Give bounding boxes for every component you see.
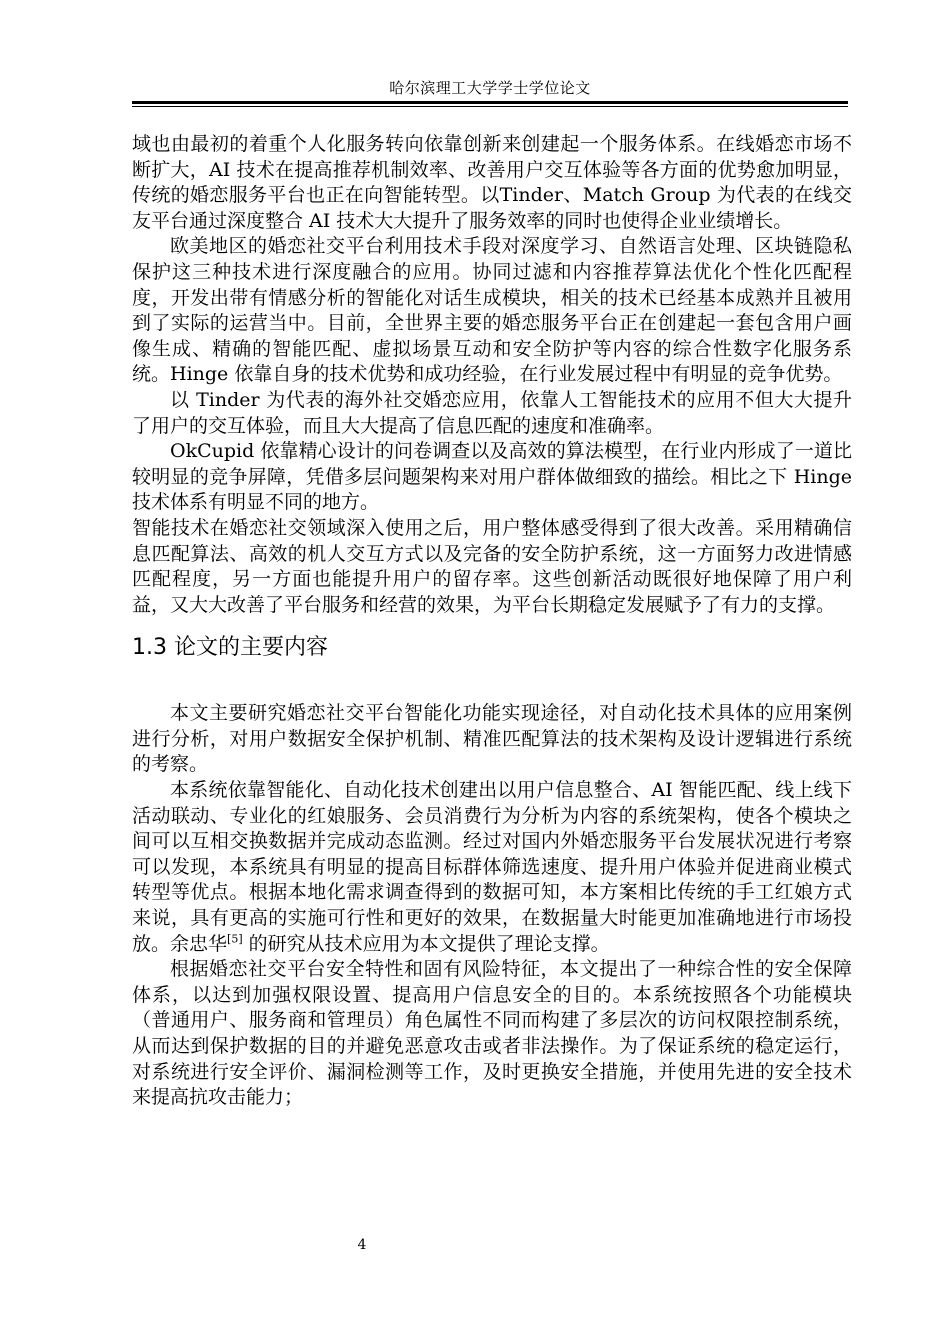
paragraph-system-architecture [132, 778, 852, 957]
header-rule-thin [132, 106, 848, 107]
paragraph-intelligent-tech: 智能技术在婚恋社交领域深入使用之后，用户整体感受得到了很大改善。采用精确信息匹配算法、高效的机人交互方式以及完备的安全防护系统，这一方面努力改进情感匹配程度，另一方面也能提升用户的留存率。这些创新活动既很好地保障了用户利益，又大大改善了平台服务和经营的效果，为平台长期稳定发展赋予了有力的支撑。 [132, 516, 852, 616]
paragraph-security: 根据婚恋社交平台安全特性和固有风险特征，本文提出了一种综合性的安全保障体系，以达到加强权限设置、提高用户信息安全的目的。本系统按照各个功能模块（普通用户、服务商和管理员）角色属性不同而构建了多层次的访问权限控制系统，从而达到保护数据的目的并避免恶意攻击或者非法操作。为了保证系统的稳定运行，对系统进行安全评价、漏洞检测等工作，及时更换安全措施，并使用先进的安全技术来提高抗攻击能力； [132, 958, 852, 1109]
cited-author: 余忠华 [170, 932, 228, 955]
header-rule-thick [132, 101, 848, 104]
citation-sentence: 的研究从技术应用为本文提供了理论支撑。 [242, 932, 610, 955]
page-number: 4 [357, 1237, 367, 1253]
citation-marker: [5] [227, 932, 243, 946]
body-text [132, 132, 852, 1111]
section-heading: 1.3 论文的主要内容 [132, 635, 328, 661]
paragraph-main-research: 本文主要研究婚恋社交平台智能化功能实现途径，对自动化技术具体的应用案例进行分析，对用户数据安全保护机制、精准匹配算法的技术架构及设计逻辑进行系统的考察。 [132, 702, 852, 776]
system-architecture-text: 本系统依靠智能化、自动化技术创建出以用户信息整合、AI 智能匹配、线上线下活动联动、专业化的红娘服务、会员消费行为分析为内容的系统架构，使各个模块之间可以互相交换数据并完成动态监测。经过对国内外婚恋服务平台发展状况进行考察可以发现，本系统具有明显的提高目标群体筛选速度、提升用户体验并促进商业模式转型等优点。根据本地化需求调查得到的数据可知，本方案相比传统的手工红娘方式来说，具有更高的实施可行性和更好的效果，在数据量大时能更加准确地进行市场投放。 [132, 779, 852, 955]
paragraph-western-platforms: 欧美地区的婚恋社交平台利用技术手段对深度学习、自然语言处理、区块链隐私保护这三种技术进行深度融合的应用。协同过滤和内容推荐算法优化个性化匹配程度，开发出带有情感分析的智能化对话生成模块，相关的技术已经基本成熟并且被用到了实际的运营当中。目前，全世界主要的婚恋服务平台正在创建起一套包含用户画像生成、精确的智能匹配、虚拟场景互动和安全防护等内容的综合性数字化服务系统。Hinge 依靠自身的技术优势和成功经验，在行业发展过程中有明显的竞争优势。 [132, 235, 852, 386]
paragraph-tinder: 以 Tinder 为代表的海外社交婚恋应用，依靠人工智能技术的应用不但大大提升了用户的交互体验，而且大大提高了信息匹配的速度和准确率。 [132, 388, 852, 437]
paragraph-okcupid: OkCupid 依靠精心设计的问卷调查以及高效的算法模型，在行业内形成了一道比较明显的竞争屏障，凭借多层问题架构来对用户群体做细致的描绘。相比之下 Hinge 技术体系有明显不同的地方。 [132, 440, 852, 514]
running-header: 哈尔滨理工大学学士学位论文 [389, 79, 591, 97]
paragraph-continued: 域也由最初的着重个人化服务转向依靠创新来创建起一个服务体系。在线婚恋市场不断扩大，AI 技术在提高推荐机制效率、改善用户交互体验等各方面的优势愈加明显，传统的婚恋服务平台也正在向智能转型。以Tinder、Match Group 为代表的在线交友平台通过深度整合 AI 技术大大提升了服务效率的同时也使得企业业绩增长。 [132, 133, 852, 232]
